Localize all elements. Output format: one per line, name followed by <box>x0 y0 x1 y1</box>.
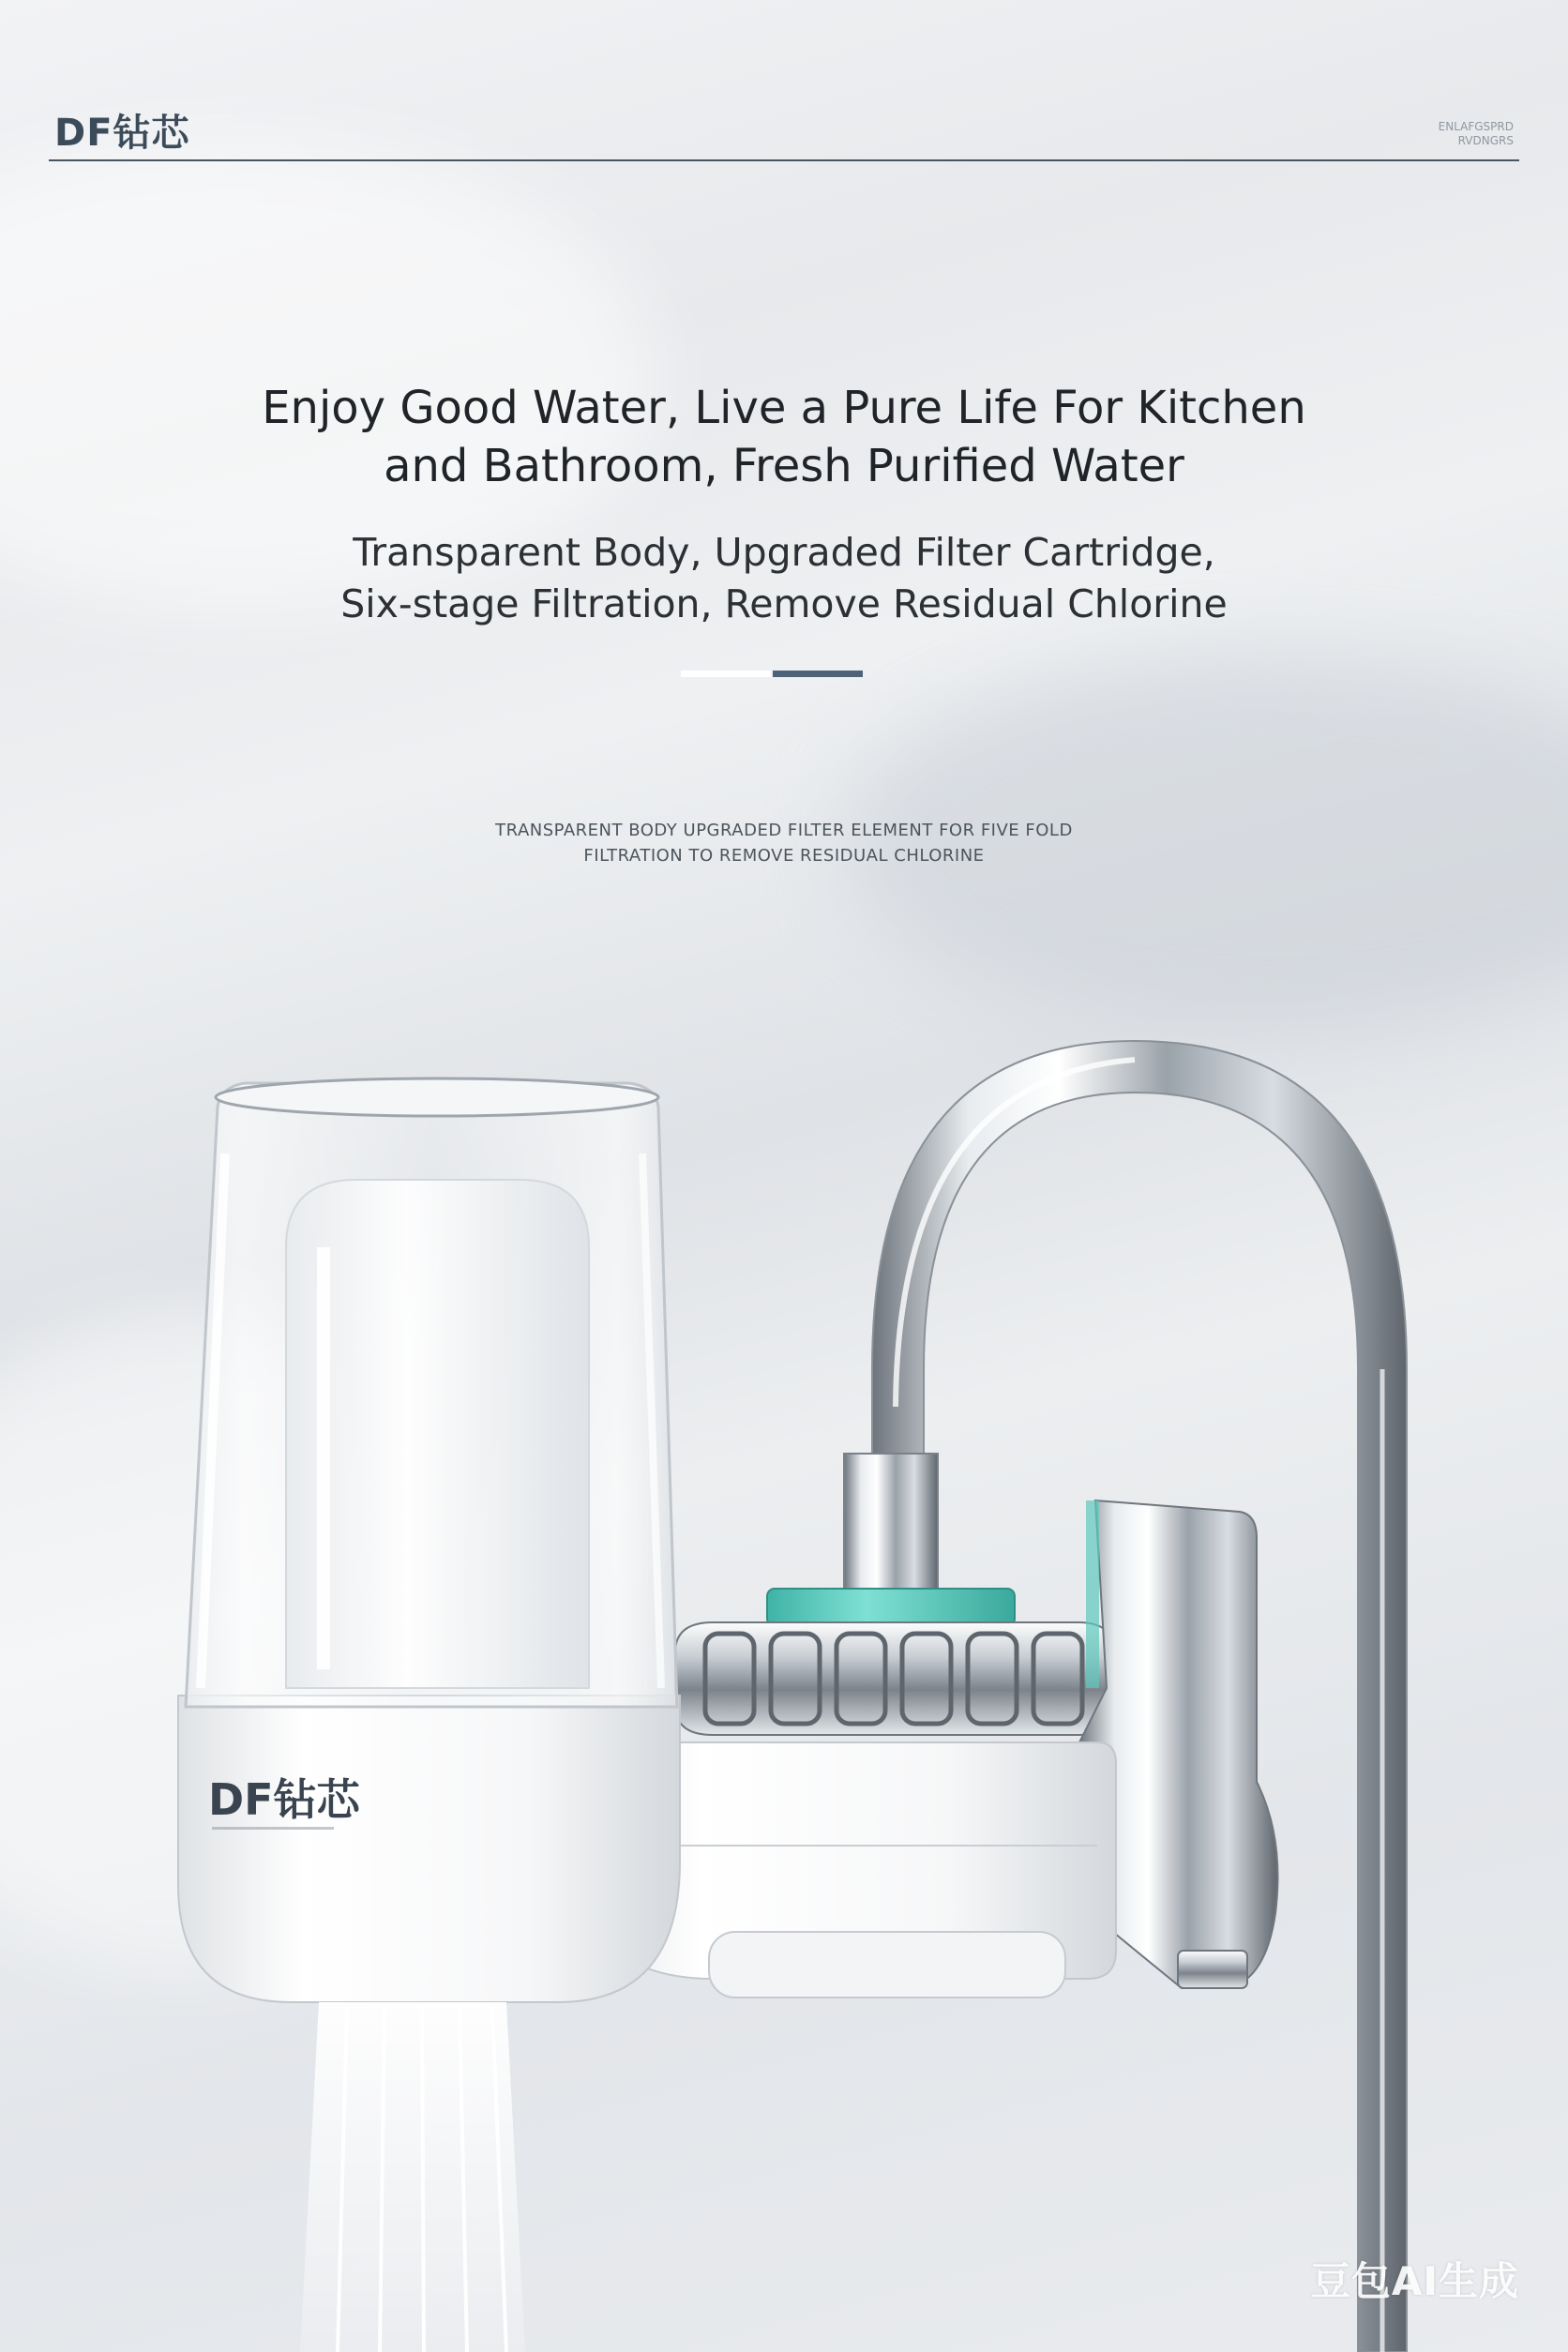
accent-bar-dark <box>773 671 863 677</box>
spout-neck <box>844 1454 938 1604</box>
housing-outlet-base <box>709 1932 1065 1998</box>
subheadline-line: Transparent Body, Upgraded Filter Cartridge, <box>353 530 1215 575</box>
lever-tip <box>1178 1951 1247 1988</box>
headline-line: Enjoy Good Water, Live a Pure Life For Kitchen <box>262 382 1306 434</box>
subheadline <box>221 527 1347 630</box>
body-logo: DF钻芯 <box>208 1774 360 1825</box>
brand-logo: DF钻芯 <box>54 112 190 155</box>
headline <box>221 379 1347 495</box>
water-stream <box>300 2002 525 2352</box>
filter-base <box>178 1696 680 2002</box>
headline-line: and Bathroom, Fresh Purified Water <box>384 440 1184 492</box>
accent-bar-light <box>681 671 771 677</box>
chrome-connector <box>675 1622 1114 1735</box>
faucet-filter-illustration <box>0 938 1568 2352</box>
caption <box>409 818 1159 868</box>
cup-rim <box>216 1078 658 1116</box>
brand-tagline: ENLAFGSPRD RVDNGRS <box>1438 120 1514 147</box>
header-divider <box>49 159 1519 161</box>
body-logo-subtext <box>212 1827 334 1830</box>
lever-teal-edge <box>1086 1500 1099 1688</box>
caption-line: TRANSPARENT BODY UPGRADED FILTER ELEMENT FOR FIVE FOLD <box>495 821 1073 840</box>
teal-adapter-ring <box>767 1589 1015 1626</box>
ai-watermark: 豆包AI生成 <box>1310 2258 1519 2304</box>
caption-line: FILTRATION TO REMOVE RESIDUAL CHLORINE <box>583 846 985 866</box>
filter-cartridge <box>286 1180 589 1688</box>
subheadline-line: Six-stage Filtration, Remove Residual Chlorine <box>340 581 1228 626</box>
